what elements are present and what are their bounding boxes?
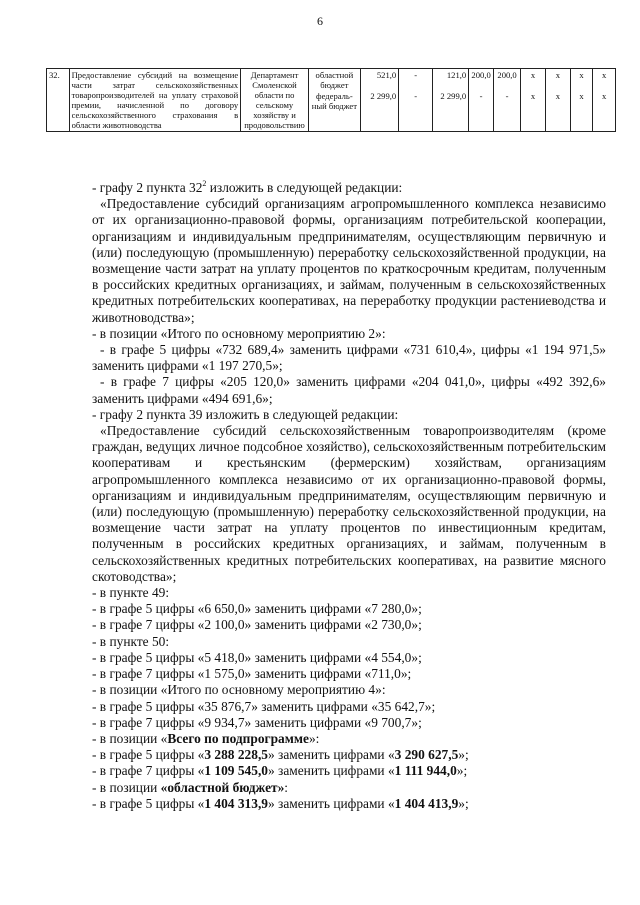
page-number: 6 bbox=[317, 14, 323, 28]
cell-year3: 200,0 - bbox=[469, 69, 494, 132]
instruction-vsego-g7: - в графе 7 цифры «1 109 545,0» заменить цифрами «1 111 944,0»; bbox=[92, 763, 468, 779]
source-federal: федераль-ный бюджет bbox=[311, 91, 357, 111]
measure-name: Предоставление субсидий на возмещение части затрат сельскохозяйственных товаропроизводителей на уплату страховой премии, начисленной по договору сельскохозяйственного страхования в области животноводства bbox=[69, 69, 241, 132]
row-number: 32. bbox=[47, 69, 70, 132]
instruction-p50: - в пункте 50: bbox=[92, 633, 170, 649]
executor: Департамент Смоленской области по сельскому хозяйству и продовольствию bbox=[241, 69, 309, 132]
instruction-g5-itogo2: - в графе 5 цифры «732 689,4» заменить цифрами «731 610,4», цифры «1 194 971,5» заменить цифрами «1 197 270,5»; bbox=[92, 342, 606, 374]
cell-total: 521,0 2 299,0 bbox=[360, 69, 398, 132]
source-regional: областной бюджет bbox=[315, 70, 354, 90]
cell-year1: - - bbox=[399, 69, 433, 132]
instruction-itogo2: - в позиции «Итого по основному мероприятию 2»: bbox=[92, 325, 386, 341]
instruction-p49: - в пункте 49: bbox=[92, 585, 170, 601]
instruction-p50-g7: - в графе 7 цифры «1 575,0» заменить цифрами «711,0»; bbox=[92, 666, 412, 682]
instruction-vsego-g5: - в графе 5 цифры «3 288 228,5» заменить цифрами «3 290 627,5»; bbox=[92, 747, 469, 763]
cell-x1: х х bbox=[521, 69, 546, 132]
instruction-p49-g7: - в графе 7 цифры «2 100,0» заменить цифрами «2 730,0»; bbox=[92, 617, 422, 633]
cell-x3: х х bbox=[570, 69, 593, 132]
budget-table bbox=[46, 68, 616, 132]
instruction-itogo: - в позиции «Итого по основному мероприятию 4»: bbox=[92, 682, 386, 698]
instruction-p50-g5: - в графе 5 цифры «5 418,0» заменить цифрами «4 554,0»; bbox=[92, 649, 422, 665]
instruction-g7-itogo2: - в графе 7 цифры «205 120,0» заменить цифрами «204 041,0», цифры «492 392,6» заменить цифрами «494 691,6»; bbox=[92, 374, 606, 406]
instruction-p39: - графу 2 пункта 39 изложить в следующей редакции: bbox=[92, 406, 399, 422]
instruction-p49-g5: - в графе 5 цифры «6 650,0» заменить цифрами «7 280,0»; bbox=[92, 601, 422, 617]
funding-sources bbox=[308, 69, 360, 132]
table-row bbox=[47, 69, 616, 132]
instruction-p32: - графу 2 пункта $32^2$ изложить в следующей редакции: bbox=[92, 179, 403, 195]
quote-p32: «Предоставление субсидий организациям агропромышленного комплекса независимо от их организационно-правовой формы, организациям потребительской кооперации, организациям и индивидуальным предпринимателям, осуществляющим первичную и (или) последующую (промышленную) переработку сельскохозяйственной продукции, на возмещение части затрат на уплату процентов по краткосрочным кредитам, полученным в российских кредитных организациях, и займам, полученным в сельскохозяйственных кредитных потребительских кооперативах, на переработку продукции растениеводства и животноводства»; bbox=[92, 196, 606, 325]
instruction-oblast: - в позиции «областной бюджет»: bbox=[92, 779, 289, 795]
cell-year4: 200,0 - bbox=[494, 69, 521, 132]
cell-year2: 121,0 2 299,0 bbox=[433, 69, 469, 132]
quote-p39: «Предоставление субсидий сельскохозяйственным товаропроизводителям (кроме граждан, ведущих личное подсобное хозяйство), сельскохозяйственным потребительским кооперативам и крестьянским (фермерским) хозяйствам, организациям агропромышленного комплекса независимо от их организационно-правовой формы, организациям и индивидуальным предпринимателям, осуществляющим первичную и (или) последующую (промышленную) переработку сельскохозяйственной продукции, на возмещение части затрат на уплату процентов по инвестиционным кредитам, полученным в российских кредитных организациях, и займам, полученным в сельскохозяйственных кредитных потребительских кооперативах, на развитие мясного скотоводства»; bbox=[92, 423, 606, 584]
document-body bbox=[92, 180, 606, 812]
instruction-itogo-g7: - в графе 7 цифры «9 934,7» заменить цифрами «9 700,7»; bbox=[92, 714, 422, 730]
instruction-vsego: - в позиции «Всего по подпрограмме»: bbox=[92, 730, 320, 746]
instruction-oblast-g5: - в графе 5 цифры «1 404 313,9» заменить цифрами «1 404 413,9»; bbox=[92, 795, 469, 811]
instruction-itogo-g5: - в графе 5 цифры «35 876,7» заменить цифрами «35 642,7»; bbox=[92, 698, 436, 714]
cell-x4: х х bbox=[593, 69, 616, 132]
cell-x2: х х bbox=[545, 69, 570, 132]
